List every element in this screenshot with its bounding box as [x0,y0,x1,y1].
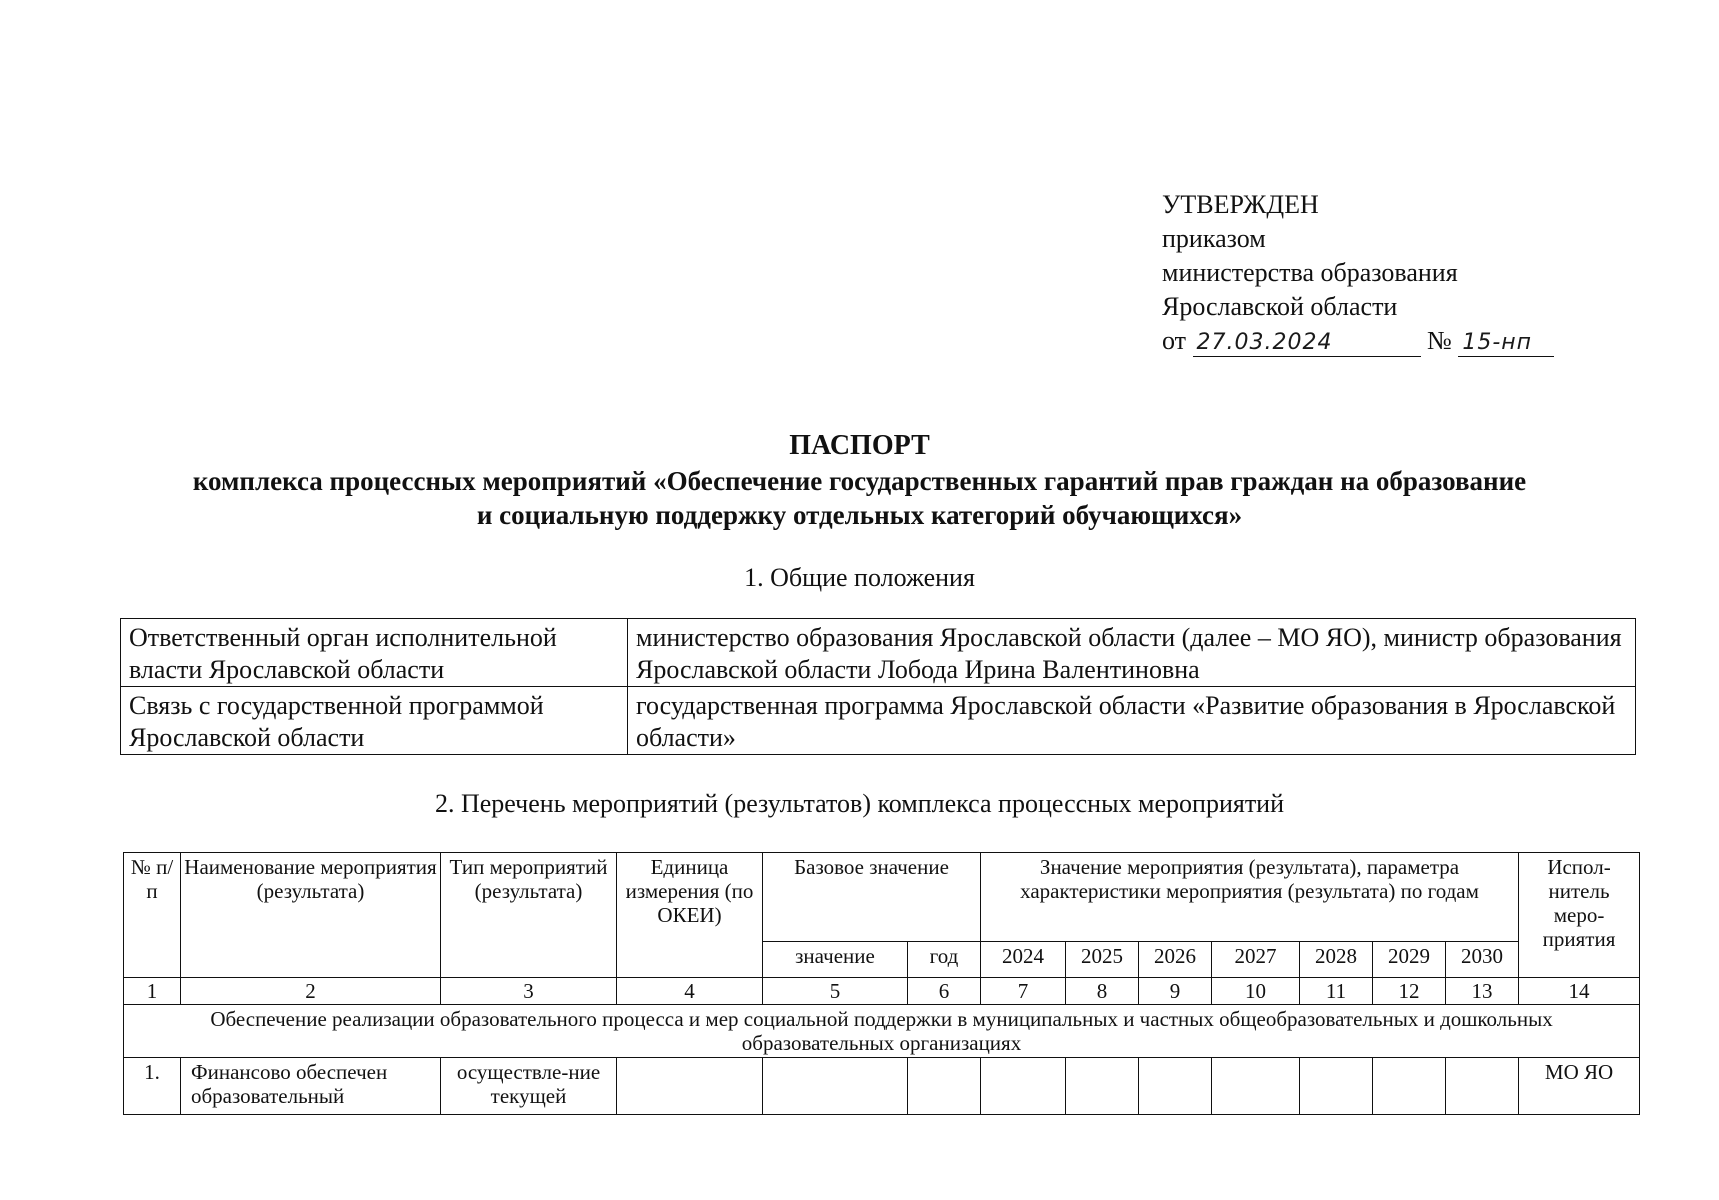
table-row [121,619,1636,687]
general-key: Ответственный орган исполнительной власти Ярославской области [121,619,628,687]
column-number: 6 [908,978,981,1005]
header-type: Тип мероприятий (результата) [441,853,617,978]
column-number: 9 [1139,978,1212,1005]
header-executor: Испол-нитель меро-приятия [1519,853,1640,978]
row-cell [1212,1058,1300,1115]
approval-line-region: Ярославской области [1162,292,1398,321]
header-base: Базовое значение [763,853,981,942]
measures-table [123,852,1640,1115]
general-value: государственная программа Ярославской области «Развитие образования в Ярославской области» [628,687,1636,755]
approval-stamp [1162,188,1554,358]
approval-date-line [1162,324,1554,358]
header-unit: Единица измерения (по ОКЕИ) [617,853,763,978]
approval-title: УТВЕРЖДЕН [1162,190,1319,219]
column-number: 11 [1300,978,1373,1005]
column-number-row [124,978,1640,1005]
row-cell [908,1058,981,1115]
column-number: 14 [1519,978,1640,1005]
column-number: 4 [617,978,763,1005]
approval-line-ministry: министерства образования [1162,258,1458,287]
section2-heading: 2. Перечень мероприятий (результатов) комплекса процессных мероприятий [434,789,1285,818]
row-cell [1139,1058,1212,1115]
header-year: 2027 [1212,942,1300,978]
group-row [124,1005,1640,1058]
approval-number: 15-нп [1458,330,1554,357]
title-main: ПАСПОРТ [789,430,930,461]
approval-line-order: приказом [1162,224,1266,253]
group-title: Обеспечение реализации образовательного процесса и мер социальной поддержки в муниципальных и частных общеобразовательных и дошкольных образовательных организациях [124,1005,1640,1058]
column-number: 5 [763,978,908,1005]
header-row [124,853,1640,942]
general-key: Связь с государственной программой Ярославской области [121,687,628,755]
section1-heading: 1. Общие положения [744,563,975,592]
header-year: 2028 [1300,942,1373,978]
row-executor: МО ЯО [1519,1058,1640,1115]
header-name: Наименование мероприятия (результата) [181,853,441,978]
approval-number-label: № [1427,326,1452,355]
general-value: министерство образования Ярославской области (далее – МО ЯО), министр образования Ярославской области Лобода Ирина Валентиновна [628,619,1636,687]
row-cell [763,1058,908,1115]
header-year: 2026 [1139,942,1212,978]
row-cell [1066,1058,1139,1115]
header-year: 2024 [981,942,1066,978]
row-cell [617,1058,763,1115]
header-values: Значение мероприятия (результата), параметра характеристики мероприятия (результата) по годам [981,853,1519,942]
row-cell [1446,1058,1519,1115]
table-row [124,1058,1640,1115]
column-number: 10 [1212,978,1300,1005]
table-row [121,687,1636,755]
header-year: 2029 [1373,942,1446,978]
header-num: № п/п [124,853,181,978]
row-cell [1300,1058,1373,1115]
header-base-value: значение [763,942,908,978]
column-number: 12 [1373,978,1446,1005]
header-year: 2025 [1066,942,1139,978]
row-cell [981,1058,1066,1115]
title-line-2: и социальную поддержку отдельных категорий обучающихся» [476,500,1243,530]
row-cell [1373,1058,1446,1115]
column-number: 13 [1446,978,1519,1005]
column-number: 3 [441,978,617,1005]
row-num: 1. [124,1058,181,1115]
approval-date: 27.03.2024 [1193,330,1421,357]
row-name: Финансово обеспечен образовательный [181,1058,441,1115]
column-number: 8 [1066,978,1139,1005]
document-title [0,428,1719,532]
title-line-1: комплекса процессных мероприятий «Обеспечение государственных гарантий прав граждан на образование [192,466,1527,496]
general-provisions-table [120,618,1636,755]
approval-from-label: от [1162,326,1187,355]
row-type: осуществле-ние текущей [441,1058,617,1115]
header-year: 2030 [1446,942,1519,978]
column-number: 1 [124,978,181,1005]
header-base-year: год [908,942,981,978]
column-number: 2 [181,978,441,1005]
column-number: 7 [981,978,1066,1005]
